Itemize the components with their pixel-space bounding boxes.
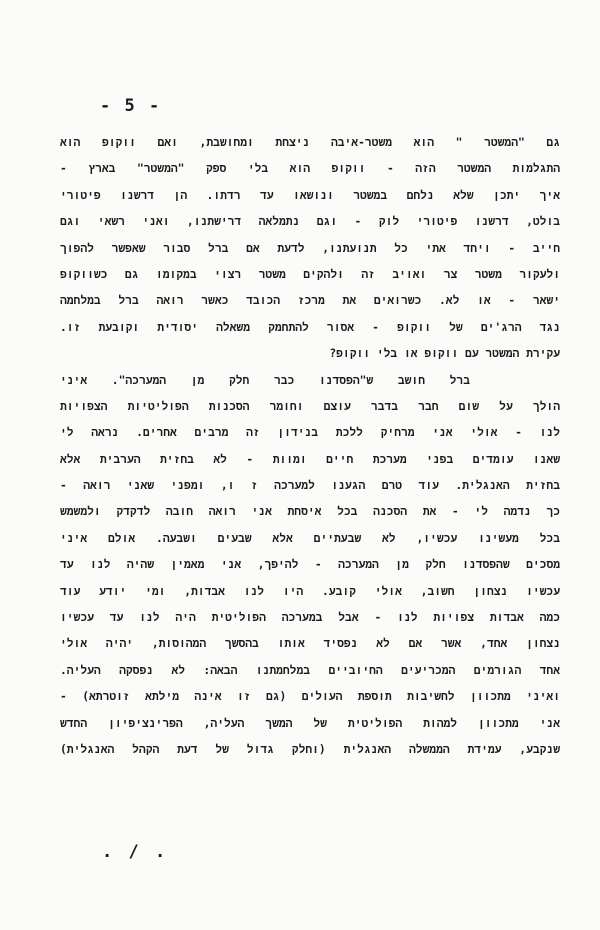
text-line: הולך על שום חבר בדבר עוצם וחומר הסכנות הפוליטיות הצפויות: [60, 399, 560, 413]
text-line: ברל חושב ש"הפסדנו כבר חלק מן המערכה". איני: [60, 373, 470, 387]
text-line: נגד הרג'ים של ווקופ - אסור להתחמק משאלה יסודית וקובעת זו.: [60, 320, 560, 334]
text-line: כמה אבדות צפויות לנו - אבל במערכה הפוליטית היה לנו עד עכשיו: [60, 611, 560, 625]
paragraph-1: [60, 130, 560, 368]
text-line: עכשיו נצחון חשוב, אולי קובע. היו לנו אבדות, ומי יודע עוד: [60, 584, 560, 598]
text-line: כך נדמה לי - את הסכנה בכל איסחת אני רואה חובה לדקדק ולמשמש: [60, 505, 560, 519]
text-line: ולעקור משטר צר ואויב זה ולהקים משטר רצוי במקומו גם כשווקופ: [60, 267, 560, 281]
text-line: איך יתכן שלא נלחם במשטר ונושאו עד רדתו. הן דרשנו פיטורי: [60, 188, 560, 202]
text-line: שאנו עומדים בפני מערכת חיים ומוות - לא בחזית הערבית אלא: [60, 452, 560, 466]
body-text: [60, 130, 560, 763]
paragraph-2: [60, 368, 560, 764]
text-line: גם "המשטר " הוא משטר-איבה ניצחת ומחושבת, ואם ווקופ הוא: [60, 136, 560, 149]
text-line: ואיני מתכוון לחשיבות תוספת העולים (גם זו אינה מילתא זוטרתא) -: [60, 690, 560, 704]
end-mark: . / .: [102, 842, 169, 862]
text-line: לנו - אולי אני מרחיק ללכת בנידון זה מרבים אחרים. נראה לי: [60, 426, 560, 440]
page-number: - 5 -: [100, 96, 162, 116]
text-line: חייב - ויחד אתי כל תנועתנו, לדעת אם ברל סבור שאפשר להפוך: [60, 241, 560, 255]
text-line: ישאר - או לא. כשרואים את מרכז הכובד כאשר רואה ברל במלחמה: [60, 294, 560, 308]
text-line: בולט, דרשנו פיטורי לוק - וגם נתמלאה דרישתנו, ואני רשאי וגם: [60, 215, 560, 229]
text-line: מסכים שהפסדנו חלק מן המערכה - להיפך, אני מאמין שהיה לנו עד: [60, 558, 560, 572]
text-line: עקירת המשטר עם ווקופ או בלי ווקופ?: [329, 347, 560, 361]
text-line: בחזית האנגלית. עוד טרם הגענו למערכה ז ו, ומפני שאני רואה -: [60, 479, 560, 493]
text-line: אני מתכוון למהות הפוליטית של המשך העליה, הפרינציפיון החדש: [60, 716, 560, 730]
text-line: שנקבע, עמידת הממשלה האנגלית (וחלק גדול של דעת הקהל האנגלית): [60, 742, 560, 756]
text-line: נצחון אחד, אשר אם לא נפסיד אותו בהסשך המהוסות, יהיה אולי: [60, 637, 560, 651]
text-line: אחד הגורמים המכריעים החיוביים במלחמתנו הבאה: לא נפסקה העליה.: [60, 663, 560, 677]
text-line: בכל מעשינו עכשיו, לא שבעתיים אלא שבעים ושבעה. אולם איני: [60, 531, 560, 545]
text-line: התגלמות המשטר הזה - ווקופ הוא בלי ספק "המשטר" בארץ -: [60, 162, 560, 176]
